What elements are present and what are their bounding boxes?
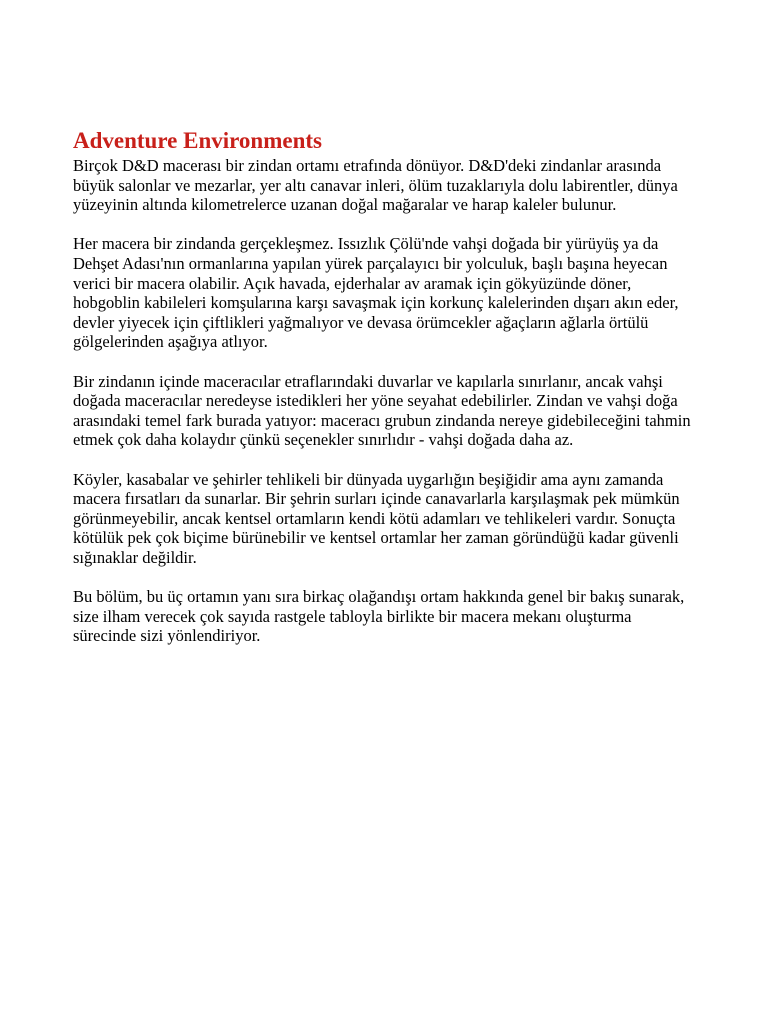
paragraph-settlements: Köyler, kasabalar ve şehirler tehlikeli bir dünyada uygarlığın beşiğidir ama aynı zamanda macera fırsatları da sunarlar. Bir şehrin surları içinde canavarlarla karşılaşmak pek mümkün görünmeyebilir, ancak kentsel ortamların kendi kötü adamları ve tehlikeleri vardır. Sonuçta kötülük pek çok biçime bürünebilir ve kentsel ortamlar her zaman göründüğü kadar güvenli sığınaklar değildir. — [73, 469, 680, 567]
paragraph-dungeons: Birçok D&D macerası bir zindan ortamı etrafında dönüyor. D&D'deki zindanlar arasında büyük salonlar ve mezarlar, yer altı canavar inleri, ölüm tuzaklarıyla dolu labirentler, dünya yüzeyinin altında kilometrelerce uzanan doğal mağaralar ve harap kaleler bulunur. — [73, 156, 678, 215]
paragraph-dungeon-vs-wilderness: Bir zindanın içinde maceracılar etraflarındaki duvarlar ve kapılarla sınırlanır, ancak vahşi doğada maceracılar neredeyse istedikleri her yöne seyahat edebilirler. Zindan ve vahşi doğa arasındaki temel fark burada yatıyor: maceracı grubun zindanda nereye gidebileceğini tahmin etmek çok daha kolaydır çünkü seçenekler sınırlıdır - vahşi doğada daha az. — [73, 371, 691, 450]
document-title: Adventure Environments — [73, 128, 322, 153]
paragraph-chapter-overview: Bu bölüm, bu üç ortamın yanı sıra birkaç olağandışı ortam hakkında genel bir bakış sunarak, size ilham verecek çok sayıda rastgele tabloyla birlikte bir macera mekanı oluşturma sürecinde sizi yönlendiriyor. — [73, 587, 685, 646]
document-body — [73, 126, 698, 665]
paragraph-wilderness: Her macera bir zindanda gerçekleşmez. Issızlık Çölü'nde vahşi doğada bir yürüyüş ya da Dehşet Adası'nın ormanlarına yapılan yürek parçalayıcı bir yolculuk, başlı başına heyecan verici bir macera olabilir. Açık havada, ejderhalar av aramak için gökyüzünde döner, hobgoblin kabileleri komşularına karşı savaşmak için korkunç kalelerinden dışarı akın eder, devler yiyecek için çiftlikleri yağmalıyor ve devasa örümcekler ağaçların ağlarla örtülü gölgelerinden aşağıya atlıyor. — [73, 234, 679, 352]
